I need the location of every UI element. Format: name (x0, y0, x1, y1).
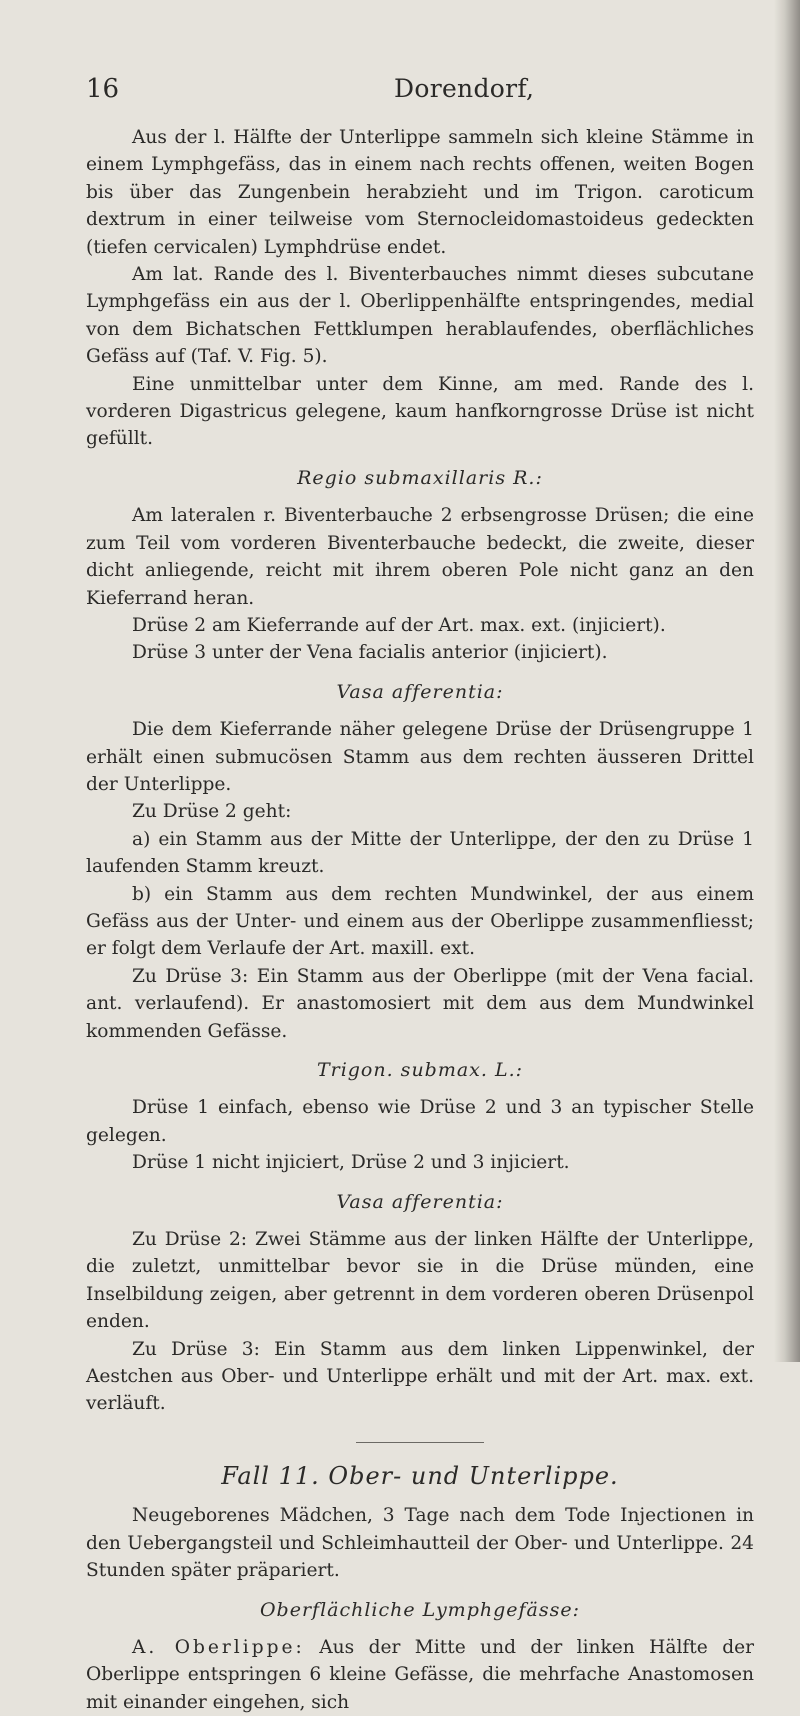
paragraph (86, 1634, 754, 1716)
page-body (86, 124, 754, 1716)
paragraph: Aus der l. Hälfte der Unterlippe sammeln sich kleine Stämme in einem Lymphgefäss, das in einem nach rechts offenen, weiten Bogen bis über das Zungenbein herabzieht und im Trigon. caroticum dextrum in einer teilweise vom Sternocleidomastoideus gedeckten (tiefen cervicalen) Lymphdrüse endet. (86, 127, 754, 258)
section-heading-vasa-afferentia: Vasa afferentia: (336, 680, 504, 703)
section-heading-vasa-afferentia: Vasa afferentia: (336, 1190, 504, 1213)
paragraph: Eine unmittelbar unter dem Kinne, am med. Rande des l. vorderen Digastricus gelegene, kaum hanfkorngrosse Drüse ist nicht gefüllt. (86, 373, 754, 450)
paragraph: Neugeborenes Mädchen, 3 Tage nach dem Tode Injectionen in den Uebergangsteil und Schleimhautteil der Ober- und Unterlippe. 24 Stunden später präpariert. (86, 1505, 754, 1582)
running-title: Dorendorf, (394, 74, 535, 103)
spaced-label: A. Oberlippe: (132, 1636, 305, 1658)
page-header (86, 74, 740, 114)
section-divider (356, 1442, 484, 1443)
paragraph-text: Aus der Mitte und der linken Hälfte der Oberlippe entspringen 6 kleine Gefässe, die mehrfache Anastomosen mit einander eingehen, sich (86, 1636, 754, 1713)
paragraph: Zu Drüse 3: Ein Stamm aus der Oberlippe (mit der Vena facial. ant. verlaufend). Er anastomosiert mit dem aus dem Mundwinkel kommenden Gefässe. (86, 965, 754, 1042)
paragraph: Zu Drüse 2: Zwei Stämme aus der linken Hälfte der Unterlippe, die zuletzt, unmittelbar bevor sie in die Drüse münden, eine Inselbildung zeigen, aber getrennt in dem vorderen oberen Drüsenpol enden. (86, 1229, 754, 1333)
page-number: 16 (86, 74, 120, 104)
paragraph: Drüse 3 unter der Vena facialis anterior (injiciert). (132, 642, 608, 664)
case-heading: Fall 11. Ober- und Unterlippe. (221, 1461, 619, 1490)
paragraph: Zu Drüse 3: Ein Stamm aus dem linken Lippenwinkel, der Aestchen aus Ober- und Unterlippe erhält und mit der Art. max. ext. verläuft. (86, 1338, 754, 1415)
paragraph: Zu Drüse 2 geht: (132, 801, 292, 823)
paragraph: b) ein Stamm aus dem rechten Mundwinkel, der aus einem Gefäss aus der Unter- und einem aus der Oberlippe zusammenfliesst; er folgt dem Verlaufe der Art. maxill. ext. (86, 883, 754, 960)
paragraph: Drüse 2 am Kieferrande auf der Art. max. ext. (injiciert). (132, 614, 666, 636)
paragraph: Am lateralen r. Biventerbauche 2 erbsengrosse Drüsen; die eine zum Teil vom vorderen Biventerbauche bedeckt, die zweite, dieser dicht anliegende, reicht mit ihrem oberen Pole nicht ganz an den Kieferrand heran. (86, 505, 754, 609)
section-heading-trigon-submax: Trigon. submax. L.: (316, 1059, 524, 1081)
paragraph: Drüse 1 einfach, ebenso wie Drüse 2 und 3 an typischer Stelle gelegen. (86, 1097, 754, 1146)
paragraph: Die dem Kieferrande näher gelegene Drüse der Drüsengruppe 1 erhält einen submucösen Stamm aus dem rechten äusseren Drittel der Unterlippe. (86, 719, 754, 795)
page-edge-shadow (774, 0, 800, 1362)
section-heading-regio-submaxillaris: Regio submaxillaris R.: (297, 466, 543, 489)
paragraph: Am lat. Rande des l. Biventerbauches nimmt dieses subcutane Lymphgefäss ein aus der l. Oberlippenhälfte entspringendes, medial von dem Bichatschen Fettklumpen herablaufendes, oberflächliches Gefäss auf (Taf. V. Fig. 5). (86, 264, 754, 368)
section-heading-oberflaechliche-lymphgefaesse: Oberflächliche Lymphgefässe: (259, 1598, 581, 1621)
paragraph: Drüse 1 nicht injiciert, Drüse 2 und 3 injiciert. (132, 1152, 570, 1174)
paragraph: a) ein Stamm aus der Mitte der Unterlippe, der den zu Drüse 1 laufenden Stamm kreuzt. (86, 828, 754, 878)
